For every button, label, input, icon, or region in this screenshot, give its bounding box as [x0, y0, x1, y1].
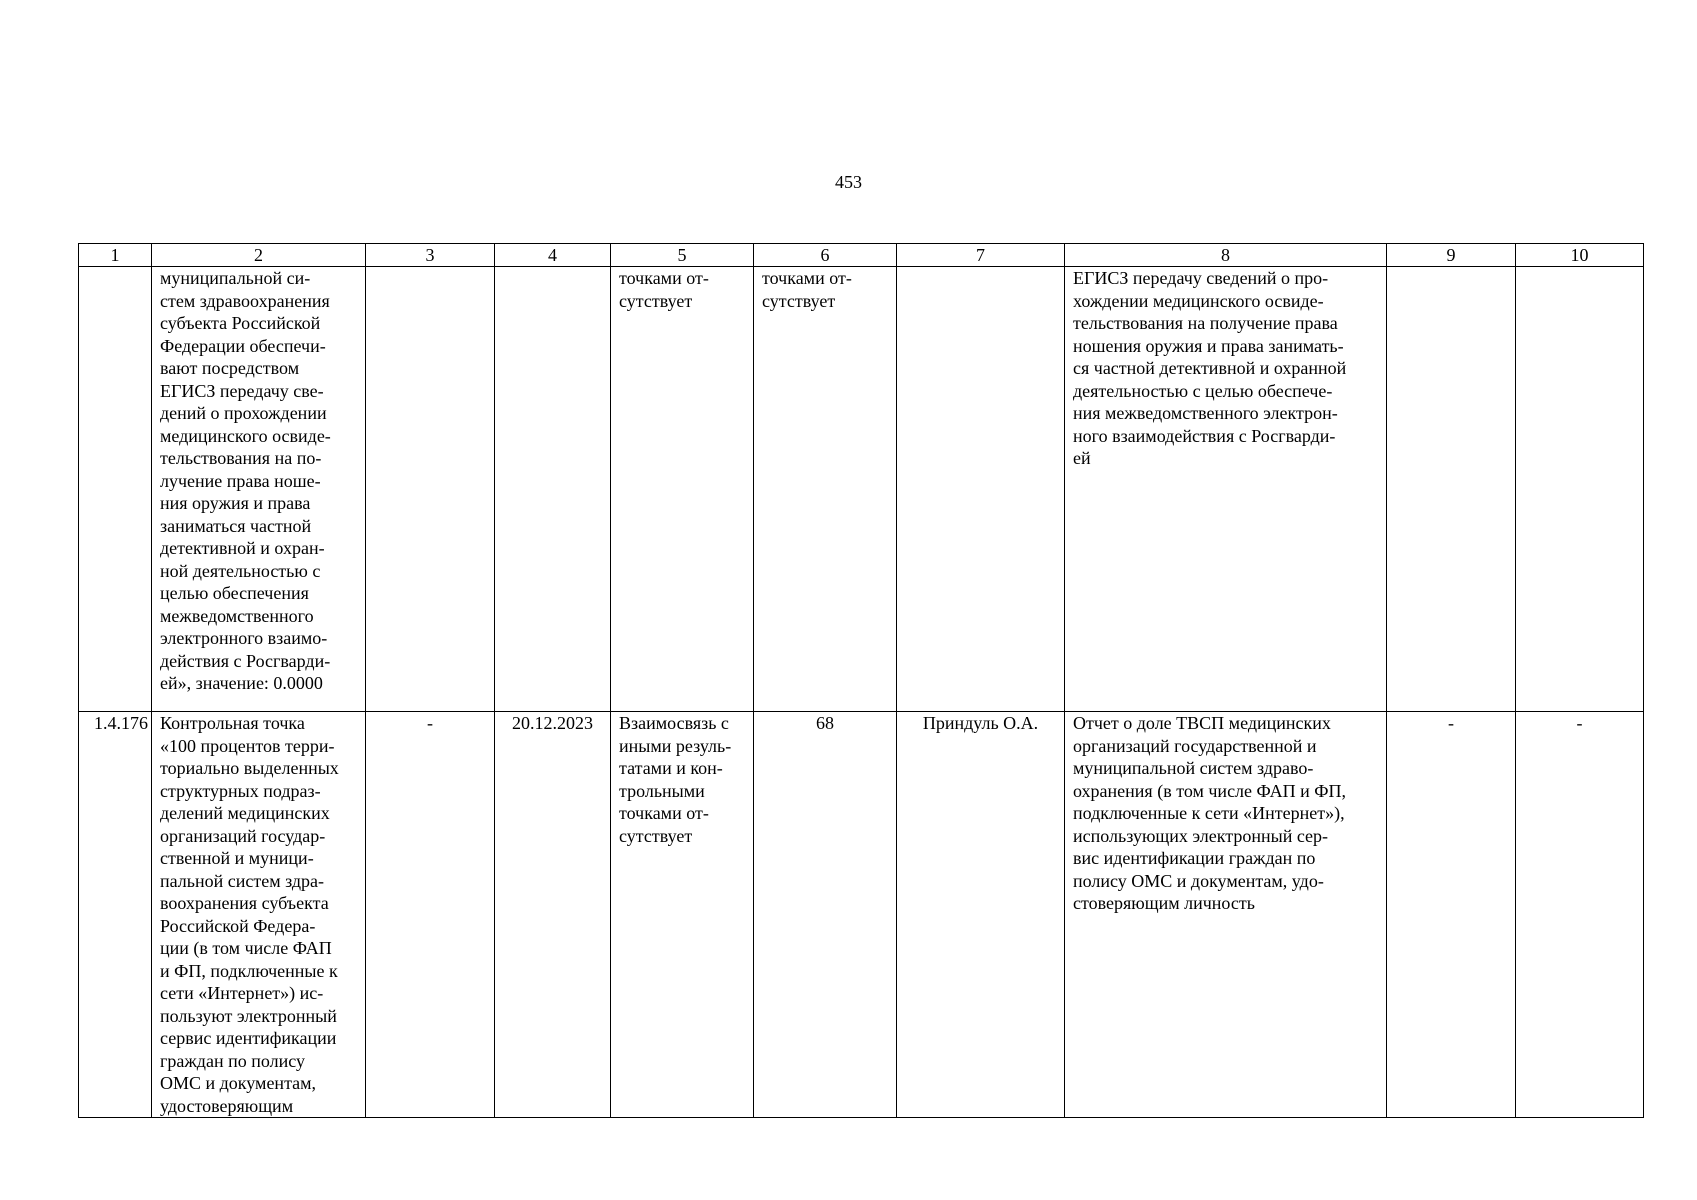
column-header-7: 7	[897, 244, 1065, 267]
start-date-cell: -	[366, 712, 495, 1118]
document-type-cell: ЕГИСЗ передачу сведений о про- хождении медицинского освиде- тельствования на получение права ношения оружия и права занимать- ся частной детективной и охранной деятельностью с целью обеспече- ния межведомственного электрон- ного взаимодействия с Росгварди- ей	[1065, 267, 1387, 712]
column-header-5: 5	[611, 244, 754, 267]
header-row	[79, 244, 1644, 267]
column-header-3: 3	[366, 244, 495, 267]
column-header-9: 9	[1387, 244, 1516, 267]
page-number: 453	[835, 172, 862, 192]
end-date-cell	[495, 267, 611, 712]
row-number-cell: 1.4.176	[79, 712, 152, 1118]
responsible-cell: Приндуль О.А.	[897, 712, 1065, 1118]
end-date-cell: 20.12.2023	[495, 712, 611, 1118]
description-cell: муниципальной си- стем здравоохранения субъекта Российской Федерации обеспечи- вают посредством ЕГИСЗ передачу све- дений о прохождении медицинского освиде- тельствования на по- лучение права ноше- ния оружия и права заниматься частной детективной и охран- ной деятельностью с целью обеспечения межведомственного электронного взаимо- действия с Росгварди- ей», значение: 0.0000	[152, 267, 366, 712]
description-cell: Контрольная точка «100 процентов терри- ториально выделенных структурных подраз- делений медицинских организаций государ- ственной и муници- пальной систем здра- воохранения субъекта Российской Федера- ции (в том числе ФАП и ФП, подключенные к сети «Интернет») ис- пользуют электронный сервис идентификации граждан по полису ОМС и документам, удостоверяющим	[152, 712, 366, 1118]
column-header-8: 8	[1065, 244, 1387, 267]
column-header-2: 2	[152, 244, 366, 267]
column-header-4: 4	[495, 244, 611, 267]
start-date-cell	[366, 267, 495, 712]
column-6-cell: точками от- сутствует	[754, 267, 897, 712]
table-row	[79, 267, 1644, 712]
column-10-cell	[1516, 267, 1644, 712]
responsible-cell	[897, 267, 1065, 712]
relationship-cell: точками от- сутствует	[611, 267, 754, 712]
column-10-cell: -	[1516, 712, 1644, 1118]
relationship-cell: Взаимосвязь с иными резуль- татами и кон- трольными точками от- сутствует	[611, 712, 754, 1118]
plan-table	[78, 243, 1644, 1118]
level-cell: 68	[754, 712, 897, 1118]
column-header-10: 10	[1516, 244, 1644, 267]
column-9-cell: -	[1387, 712, 1516, 1118]
row-number-cell	[79, 267, 152, 712]
table-row	[79, 712, 1644, 1118]
column-9-cell	[1387, 267, 1516, 712]
document-type-cell: Отчет о доле ТВСП медицинских организаций государственной и муниципальной систем здраво- охранения (в том числе ФАП и ФП, подключенные к сети «Интернет»), использующих электронный сер- вис идентификации граждан по полису ОМС и документам, удо- стоверяющим личность	[1065, 712, 1387, 1118]
column-header-6: 6	[754, 244, 897, 267]
column-header-1: 1	[79, 244, 152, 267]
